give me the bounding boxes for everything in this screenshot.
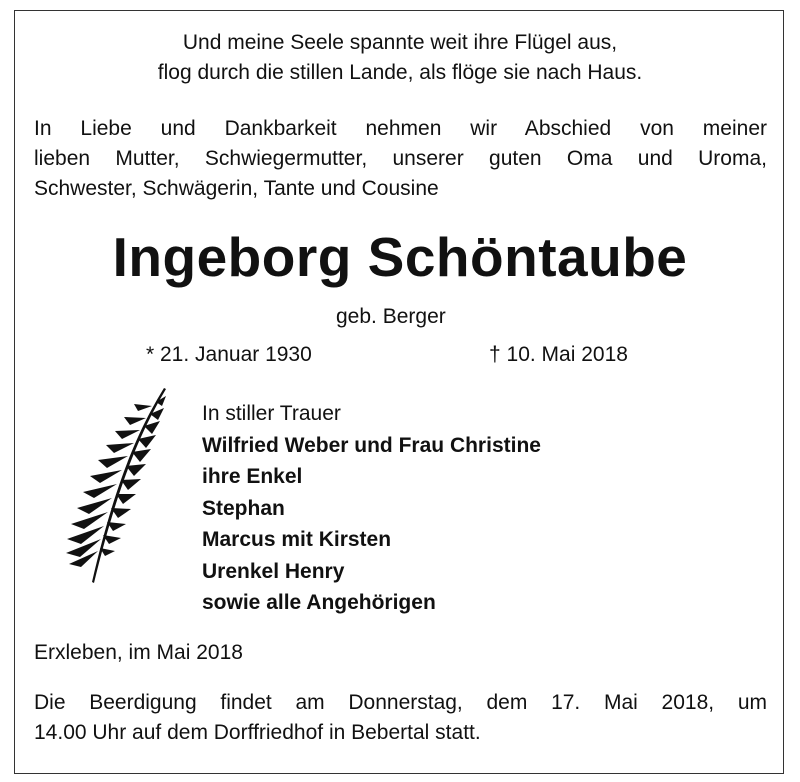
- birth-name: geb. Berger: [336, 305, 446, 328]
- deceased-name: Ingeborg Schöntaube: [112, 226, 688, 288]
- mourners-list: [202, 398, 541, 619]
- birth-date: * 21. Januar 1930: [146, 343, 312, 366]
- intro-line-2: lieben Mutter, Schwiegermutter, unserer guten Oma und Uroma,: [34, 147, 767, 170]
- place-date: Erxleben, im Mai 2018: [34, 641, 243, 664]
- mourner-line: Urenkel Henry: [202, 559, 345, 583]
- poem-line-1: Und meine Seele spannte weit ihre Flügel aus,: [182, 31, 618, 54]
- fern-leaf-icon: [52, 384, 172, 589]
- mourner-line: Stephan: [202, 496, 285, 520]
- death-date: † 10. Mai 2018: [489, 343, 628, 366]
- intro-line-1: In Liebe und Dankbarkeit nehmen wir Abschied von meiner: [34, 117, 767, 140]
- mourner-line: ihre Enkel: [202, 465, 303, 488]
- mourner-line: sowie alle Angehörigen: [202, 591, 436, 614]
- poem-line-2: flog durch die stillen Lande, als flöge sie nach Haus.: [157, 61, 643, 84]
- intro-line-3: Schwester, Schwägerin, Tante und Cousine: [34, 177, 439, 200]
- mourner-line: Marcus mit Kirsten: [202, 528, 392, 551]
- mourner-line: Wilfried Weber und Frau Christine: [202, 433, 541, 457]
- mourners-heading: In stiller Trauer: [202, 402, 341, 425]
- funeral-line-1: Die Beerdigung findet am Donnerstag, dem 17. Mai 2018, um: [34, 691, 767, 714]
- funeral-line-2: 14.00 Uhr auf dem Dorffriedhof in Bebertal statt.: [34, 721, 481, 744]
